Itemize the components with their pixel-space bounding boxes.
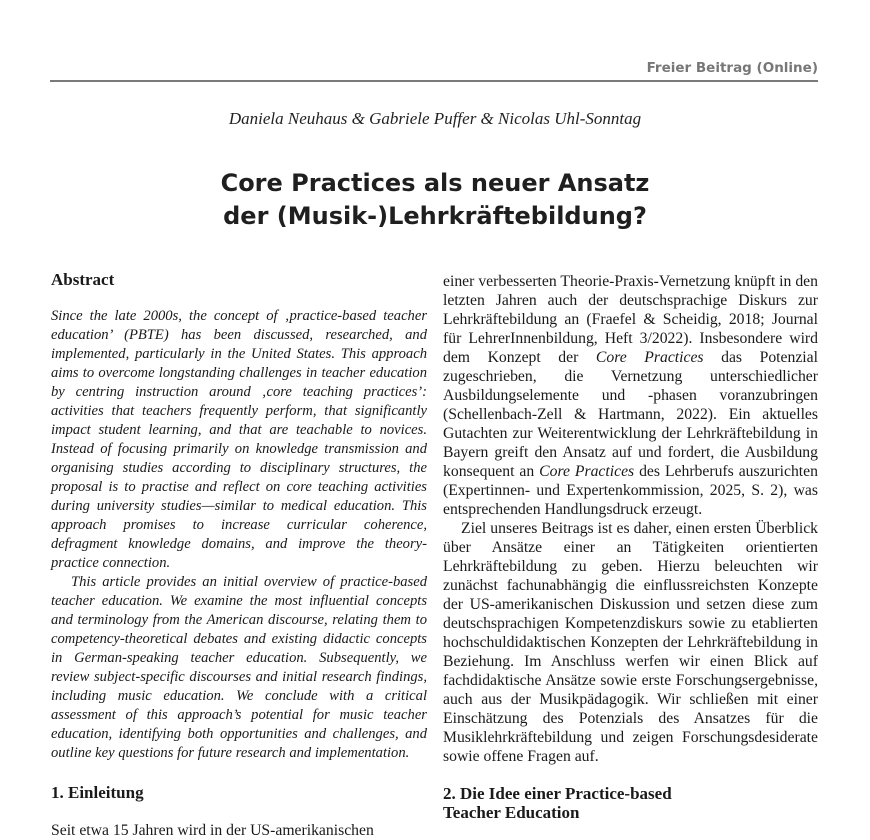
title-line-2: der (Musik-)Lehrkräftebildung? [223,202,647,230]
running-head: Freier Beitrag (Online) [646,60,818,76]
core-practices-term: Core Practices [539,463,635,480]
title-line-1: Core Practices als neuer Ansatz [220,169,650,197]
authors: Daniela Neuhaus & Gabriele Puffer & Nicolas Uhl-Sonntag [228,109,642,128]
section-1-text: Seit etwa 15 Jahren wird in der US-amerikanischen [51,822,374,839]
body-paragraph-2: Ziel unseres Beitrags ist es daher, einen ersten Überblick über Ansätze einer an Tätigkeiten orientierten Lehrkräftebildung zu geben. Hierzu beleuchten wir zunächst fachunabhängig die einflussreichsten Konzepte der US-amerikanischen Diskussion und setzen diese zum deutschsprachigen Kompetenzdiskurs sowie zu etablierten hochschuldidaktischen Konzepten der Lehrkräftebildung in Beziehung. Im Anschluss werfen wir einen Blick auf fachdidaktische Ansätze sowie erste Forschungsergebnisse, auch aus der Musikpädagogik. Wir schließen mit einer Einschätzung des Potenzials des Ansatzes für die Musiklehrkräftebildung und zeigen Forschungsdesiderate sowie offene Fragen auf. [443,520,818,765]
section-1-heading: 1. Einleitung [51,783,144,802]
abstract-paragraph-2: This article provides an initial overview of practice-based teacher education. We examine the most influential concepts and terminology from the American discourse, relating them to competency-theoretical debates and existing didactic concepts in German-speaking teacher education. Subsequently, we review subject-specific discourses and initial research findings, including music education. We conclude with a critical assessment of this approach’s potential for music teacher education, identifying both opportunities and challenges, and outline key questions for future research and implementation. [51,574,427,761]
right-column [443,272,818,822]
left-column [51,270,427,840]
body-text: des Lehrberufs auszurichten (Expertinnen- und Expertenkommission, 2025, S. 2), was entsprechenden Handlungsdruck erzeugt. [443,463,818,518]
section-2-heading [443,784,818,822]
section-2-heading-line-2: Teacher Education [443,803,580,822]
section-2-heading-line-1: 2. Die Idee einer Practice-based [443,784,672,803]
header-rule [50,80,818,82]
core-practices-term: Core Practices [595,349,704,366]
body-paragraph-1 [443,272,818,519]
abstract-paragraph-1: Since the late 2000s, the concept of ‚practice-based teacher education’ (PBTE) has been discussed, researched, and implemented, particularly in the United States. This approach aims to overcome longstanding challenges in teacher education by centring instruction around ‚core teaching practices’: activities that teachers frequently perform, that significantly impact student learning, and that are teachable to novices. Instead of focusing primarily on knowledge transmission and organising studies according to disciplinary structures, the proposal is to practise and reflect on core teaching activities during university studies—similar to medical education. This approach promises to increase curricular coherence, defragment knowledge domains, and improve the theory-practice connection. [51,308,427,571]
body-text: einer verbesserten Theorie-Praxis-Vernetzung knüpft in den letzten Jahren auch der deutschsprachige Diskurs zur Lehrkräftebildung an (Fraefel & Scheidig, 2018; Journal für LehrerInnenbildung, Heft 3/2022). Insbesondere wird dem Konzept der [443,273,818,366]
article-title [0,167,870,233]
abstract-body [51,307,427,763]
abstract-heading: Abstract [51,270,115,289]
body-text: das Potenzial zugeschrieben, die Vernetzung unterschiedlicher Ausbildungselemente und -phasen voranzubringen (Schellenbach-Zell & Hartmann, 2022). Ein aktuelles Gutachten zur Weiterentwicklung der Lehrkräftebildung in Bayern greift den Ansatz auf und fordert, die Ausbildung konsequent an [443,349,818,480]
